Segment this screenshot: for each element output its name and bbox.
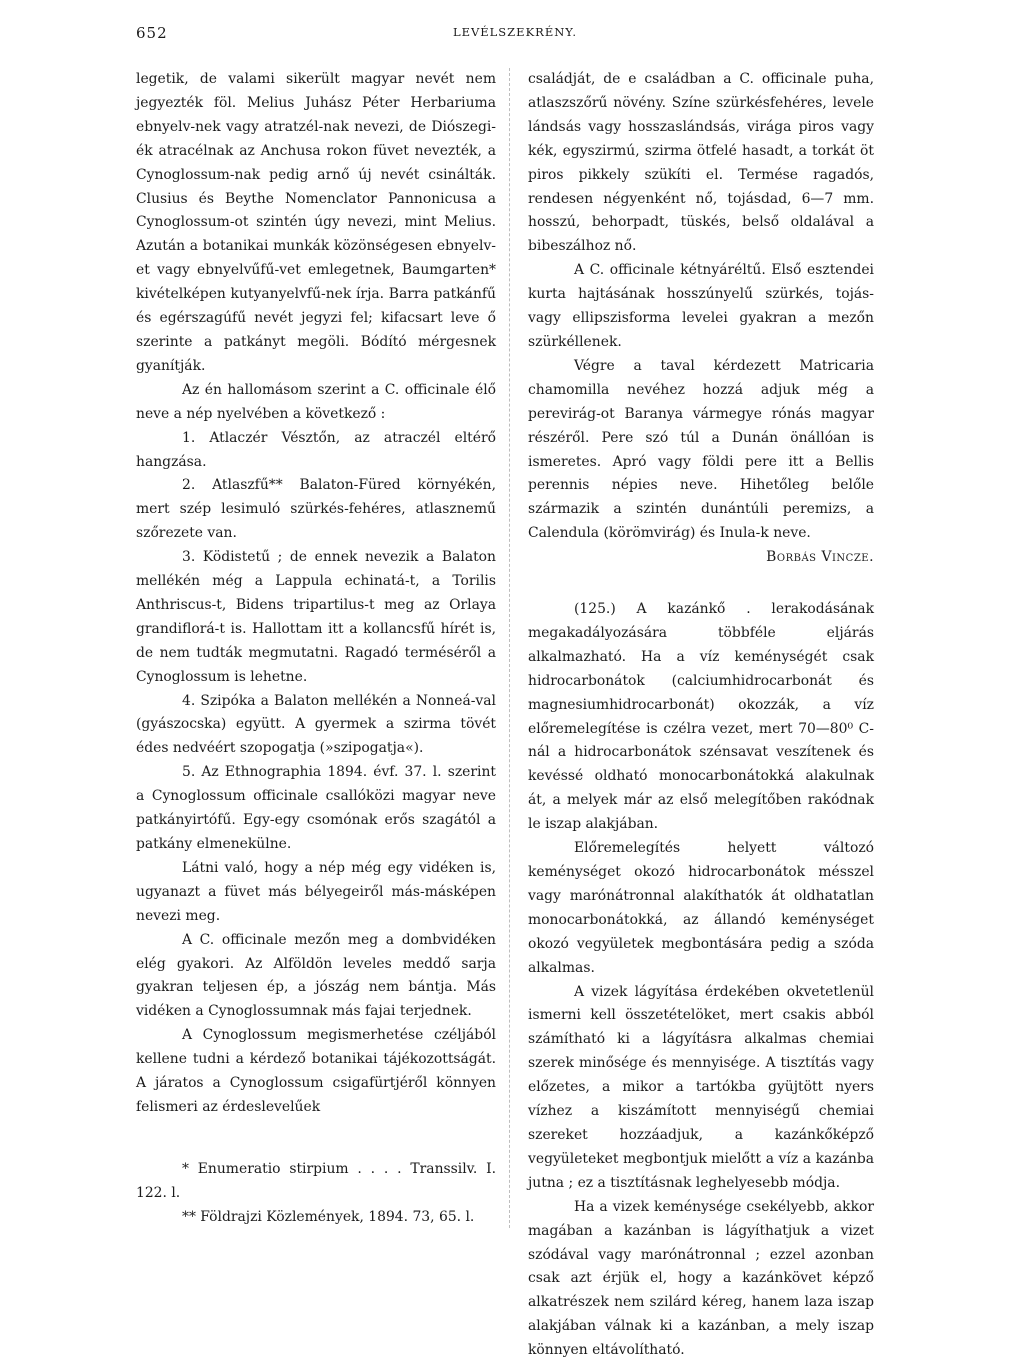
paragraph: Előremelegítés helyett változó keménységet okozó hidrocarbonátok mésszel vagy marónátronnal alakíthatók át oldhatatlan monocarbonátokká, az állandó keménységet okozó vegyületek megbontására pedig a szóda alkalmas. [528,840,874,976]
footnote: * Enumeratio stirpium . . . . Transsilv. I. 122. l. [136,1160,496,1201]
paragraph: A vizek lágyítása érdekében okvetetlenül ismerni kell összetételöket, mert csakis abból számítható ki a lágyításra alkalmas chemiai szerek minősége és mennyisége. A tisztítás vagy előzetes, a mikor a tartókba gyüjtött nyers vízhez a kiszámított mennyiségű chemiai szereket hozzáadjuk, a kazánkőképző vegyületeket megbontjuk mielőtt a víz a kazánba jutna ; ez a tisztításnak leghelyesebb módja. [528,983,874,1191]
list-item: 3. Ködistetű ; de ennek nevezik a Balaton mellékén még a Lappula echinatá-t, a Torilis Anthriscus-t, Bidens tripartilus-t meg az Orlaya grandiflorá-t is. Hallottam itt a kollancsfű hírét is, de nem tudták megmutatni. Ragadó terméséről a Cynoglossum is lehetne. [136,549,496,685]
page-number: 652 [136,24,168,42]
column-divider [509,68,510,1228]
list-item: 5. Az Ethnographia 1894. évf. 37. l. szerint a Cynoglossum officinale csallóközi magyar neve patkányirtófű. Egy-egy csomónak erős szagától a patkány elmenekülne. [136,764,496,852]
author-signature: Borbás Vincze. [766,549,874,566]
page-header [136,24,894,44]
paragraph: Látni való, hogy a nép még egy vidéken is, ugyanazt a füvet más bélyegeiről más-másképen nevezi meg. [136,859,496,924]
paragraph: legetik, de valami sikerült magyar nevét nem jegyezték föl. Melius Juhász Péter Herbariuma ebnyelv-nek vagy atratzél-nak nevezi, de Diószegi-ék atracélnak az Anchusa rokon füvet nevezték, a Cynoglossum-nak pedig arnő új nevét csinálták. Clusius és Beythe Nomenclator Pannonicusa a Cynoglossum-ot szintén úgy nevezi, mint Melius. Azután a botanikai munkák közönségesen ebnyelv-et vagy ebnyelvűfű-vet emlegetnek, Baumgarten* kivételképen kutyanyelvfű-nek írja. Barra patkánfű és egérszagúfű nevét jegyzi fel; kifacsart leve ő szerinte a patkányt megöli. Bódító mérgesnek gyanítják. [136,71,496,374]
section-gap [528,570,874,598]
running-head: LEVÉLSZEKRÉNY. [452,25,578,39]
paragraph: Ha a vizek keménysége csekélyebb, akkor magában a kazánban is lágyíthatjuk a vizet szódával vagy marónátronnal ; ezzel azonban csak azt érjük el, hogy a kazánkövet képző alkatrészek nem szilárd kéreg, hanem laza iszap alakjában válnak ki a kazánban, a mely iszap könnyen eltávolítható. [528,1198,874,1359]
footnote: ** Földrajzi Közlemények, 1894. 73, 65. l. [182,1208,475,1225]
paragraph: Az én hallomásom szerint a C. officinale élő neve a nép nyelvében a következő : [136,381,496,422]
list-item: 4. Szipóka a Balaton mellékén a Nonneá-val (gyászocska) együtt. A gyermek a szirma tövét édes nedvéért szopogatja (»szipogatja«). [136,692,496,757]
paragraph: Végre a taval kérdezett Matricaria chamomilla nevéhez hozzá adjuk még a perevirág-ot Baranya vármegye rónás magyar részéről. Pere szó túl a Dunán önállóan is ismeretes. Apró vagy földi pere itt a Bellis perennis népies neve. Hihetőleg belőle származik a szintén dunántúli peremizs, a Calendula (körömvirág) és Inula-k neve. [528,357,874,542]
paragraph: A Cynoglossum megismerhetése czéljából kellene tudni a kérdező botanikai tájékozottságát. A járatos a Cynoglossum csigafürtjéről könnyen felismeri az érdeslevelűek [136,1027,496,1115]
paragraph: A C. officinale mezőn meg a dombvidéken elég gyakori. Az Alföldön leveles meddő sarja gyakran teljesen ép, a jószág nem bántja. Más vidéken a Cynoglossumnak más fajai terjednek. [136,931,496,1020]
list-item: 2. Atlaszfű** Balaton-Füred környékén, mert szép lesimuló szürkés-fehéres, atlasznemű szőrezete van. [136,477,496,542]
right-column [528,68,874,1363]
footnotes [136,1158,496,1230]
paragraph: családját, de e családban a C. officinale puha, atlaszszőrű növény. Színe szürkésfehéres, levele lándsás vagy hosszaslándsás, virága piros vagy kék, egyszirmú, szirma ötfelé hasadt, a torkát öt piros pikkely szükíti el. Termése ragadós, rendesen négyenként nő, tojásdad, 6—7 mm. hosszú, behorpadt, tüskés, belső oldalával a bibeszálhoz nő. [528,71,874,255]
list-item: 1. Atlaczér Vésztőn, az atraczél eltérő hangzása. [136,429,496,470]
paragraph: A C. officinale kétnyáréltű. Első esztendei kurta hajtásának hosszúnyelű szürkés, tojás- vagy ellipszisforma levelei gyakran a mezőn szürkéllenek. [528,262,874,350]
left-column [136,68,496,1230]
paragraph: (125.) A kazánkő . lerakodásának megakadályozására többféle eljárás alkalmazható. Ha a víz keménységét csak hidrocarbonátok (calciumhidrocarbonát és magnesiumhidrocarbonát) okozzák, a víz előremelegítése is czélra vezet, mert 70—80⁰ C-nál a hidrocarbonátok szénsavat veszítenek és kevéssé oldható monocarbonátokká alakulnak át, a melyek már az első melegítőben rakódnak le iszap alakjában. [528,601,874,833]
